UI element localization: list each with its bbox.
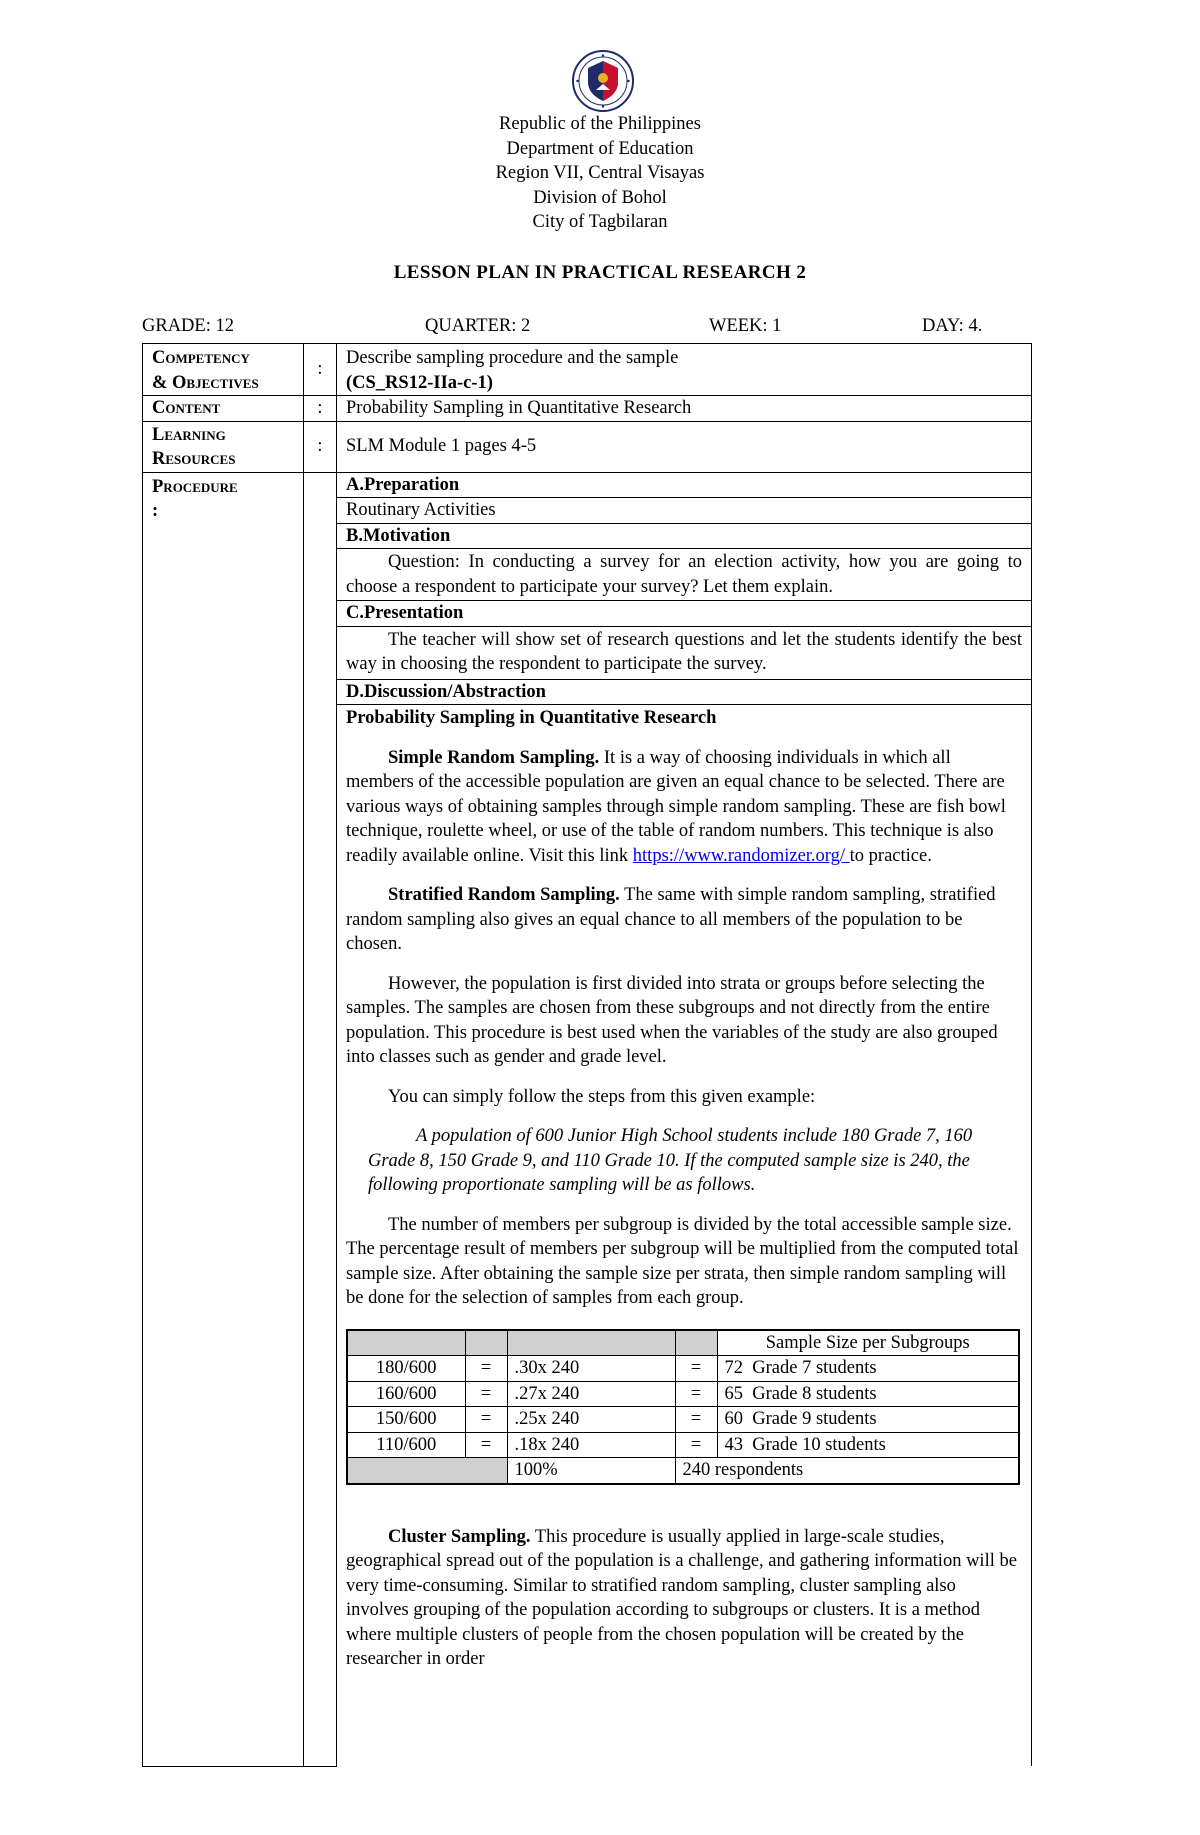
equals-cell: = xyxy=(465,1407,507,1433)
explanation-paragraph: The number of members per subgroup is divided by the total accessible sample size. The percentage result of members per subgroup will be multiplied from the computed total sample size. After obtaining the sample size per strata, then simple random sampling will be done for the selection of samples from each group. xyxy=(346,1214,1019,1308)
day-label: DAY: 4. xyxy=(922,316,983,336)
equals-cell: = xyxy=(465,1356,507,1382)
competency-label-line: & Objectives xyxy=(152,372,259,393)
equals-cell: = xyxy=(675,1381,717,1407)
cluster-term: Cluster Sampling. xyxy=(388,1526,531,1547)
motivation-heading: B.Motivation xyxy=(337,523,1032,549)
strat-text: The same with simple random sampling, stratified random sampling also gives an equal chance to all members of the population to be chosen. xyxy=(346,885,996,954)
motivation-text: Question: In conducting a survey for an election activity, how you are going to choose a respondent to participate your survey? Let them explain. xyxy=(337,549,1032,601)
srs-term: Simple Random Sampling. xyxy=(388,747,600,768)
total-percent: 100% xyxy=(507,1458,675,1484)
calc-cell: .25x 240 xyxy=(507,1407,675,1433)
content-label: Content xyxy=(143,396,304,422)
equals-cell: = xyxy=(675,1356,717,1382)
procedure-spacer xyxy=(304,472,337,1766)
table-row xyxy=(347,1432,1019,1458)
header-line: Division of Bohol xyxy=(533,187,667,208)
procedure-colon: : xyxy=(152,501,159,521)
week-label: WEEK: 1 xyxy=(709,316,782,336)
total-blank xyxy=(347,1458,507,1484)
result-cell: 43 Grade 10 students xyxy=(717,1432,1019,1458)
srs-text: It is a way of choosing individuals in which all members of the accessible population are given an equal chance to be selected. There are various ways of obtaining samples through simple random sampling. These are fish bowl technique, roulette wheel, or use of the table of random numbers. This technique is also readily available online. Visit this link xyxy=(346,747,1006,866)
competency-row xyxy=(143,344,1032,396)
header-line: City of Tagbilaran xyxy=(532,212,668,232)
table-row xyxy=(347,1356,1019,1382)
preparation-text: Routinary Activities xyxy=(337,498,1032,524)
total-result: 240 respondents xyxy=(675,1458,1019,1484)
presentation-heading: C.Presentation xyxy=(337,601,1032,627)
discussion-heading: D.Discussion/Abstraction xyxy=(337,679,1032,705)
ratio-cell: 180/600 xyxy=(347,1356,465,1382)
equals-cell: = xyxy=(675,1407,717,1433)
competency-text: Describe sampling procedure and the sample xyxy=(346,348,679,368)
calc-cell: .27x 240 xyxy=(507,1381,675,1407)
discussion-body xyxy=(337,705,1032,1767)
quarter-label: QUARTER: 2 xyxy=(425,316,531,336)
sample-size-table xyxy=(346,1329,1020,1485)
result-cell: 65 Grade 8 students xyxy=(717,1381,1019,1407)
table-header-blank xyxy=(507,1330,675,1356)
deped-seal-icon xyxy=(572,50,634,112)
cluster-text: This procedure is usually applied in large-scale studies, geographical spread out of the population is a challenge, and gathering information will be very time-consuming. Similar to stratified random sampling, cluster sampling also involves grouping of the population according to subgroups or clusters. It is a method where multiple clusters of people from the chosen population will be created by the researcher in order xyxy=(346,1526,1017,1669)
randomizer-link[interactable]: https://www.randomizer.org/ xyxy=(632,845,850,866)
procedure-label-text: Procedure xyxy=(152,476,238,497)
content-row xyxy=(143,396,1032,422)
table-row xyxy=(347,1407,1019,1433)
colon: : xyxy=(304,396,337,422)
procedure-label xyxy=(143,472,304,1766)
document-title: LESSON PLAN IN PRACTICAL RESEARCH 2 xyxy=(393,262,807,283)
table-header-label: Sample Size per Subgroups xyxy=(717,1330,1019,1356)
simple-random-paragraph xyxy=(346,746,1022,869)
equals-cell: = xyxy=(465,1381,507,1407)
ratio-cell: 150/600 xyxy=(347,1407,465,1433)
lesson-plan-table xyxy=(142,343,1032,1767)
competency-label xyxy=(143,344,304,396)
procedure-row-preparation-heading xyxy=(143,472,1032,498)
competency-value xyxy=(337,344,1032,396)
result-cell: 72 Grade 7 students xyxy=(717,1356,1019,1382)
ratio-cell: 160/600 xyxy=(347,1381,465,1407)
discussion-title: Probability Sampling in Quantitative Research xyxy=(346,708,717,728)
equals-cell: = xyxy=(465,1432,507,1458)
table-header-blank xyxy=(347,1330,465,1356)
equals-cell: = xyxy=(675,1432,717,1458)
result-cell: 60 Grade 9 students xyxy=(717,1407,1019,1433)
cluster-paragraph xyxy=(346,1525,1022,1672)
presentation-text: The teacher will show set of research questions and let the students identify the best way in choosing the respondent to participate the survey. xyxy=(337,626,1032,679)
example-quote: A population of 600 Junior High School students include 180 Grade 7, 160 Grade 8, 150 Grade 9, and 110 Grade 10. If the computed sample size is 240, the following proportionate sampling will be as follows. xyxy=(368,1126,973,1195)
header-line: Republic of the Philippines xyxy=(499,114,701,134)
ratio-cell: 110/600 xyxy=(347,1432,465,1458)
learning-resources-label xyxy=(143,421,304,472)
srs-after-link: to practice. xyxy=(849,845,932,866)
stratified-paragraph-2: However, the population is first divided into strata or groups before selecting the samples. The samples are chosen from these subgroups and not directly from the entire population. This procedure is best used when the variables of the study are also grouped into classes such as gender and grade level. xyxy=(346,973,998,1067)
calc-cell: .18x 240 xyxy=(507,1432,675,1458)
learning-resources-label-line: Resources xyxy=(152,449,236,469)
competency-label-line: Competency xyxy=(152,348,250,368)
steps-intro: You can simply follow the steps from this given example: xyxy=(388,1086,816,1107)
competency-code: (CS_RS12-IIa-c-1) xyxy=(346,372,493,393)
stratified-paragraph xyxy=(346,883,1022,957)
table-row xyxy=(347,1381,1019,1407)
table-header-blank xyxy=(675,1330,717,1356)
header-line: Region VII, Central Visayas xyxy=(495,163,705,183)
table-header-blank xyxy=(465,1330,507,1356)
header-line: Department of Education xyxy=(506,138,694,159)
content-value: Probability Sampling in Quantitative Research xyxy=(337,396,1032,422)
table-total-row xyxy=(347,1458,1019,1484)
learning-resources-value: SLM Module 1 pages 4-5 xyxy=(337,421,1032,472)
document-header xyxy=(0,112,1200,235)
colon: : xyxy=(304,344,337,396)
learning-resources-row xyxy=(143,421,1032,472)
learning-resources-label-line: Learning xyxy=(152,424,226,445)
calc-cell: .30x 240 xyxy=(507,1356,675,1382)
table-header-row xyxy=(347,1330,1019,1356)
preparation-heading: A.Preparation xyxy=(337,472,1032,498)
strat-term: Stratified Random Sampling. xyxy=(388,885,620,905)
colon: : xyxy=(304,421,337,472)
grade-label: GRADE: 12 xyxy=(142,316,234,336)
